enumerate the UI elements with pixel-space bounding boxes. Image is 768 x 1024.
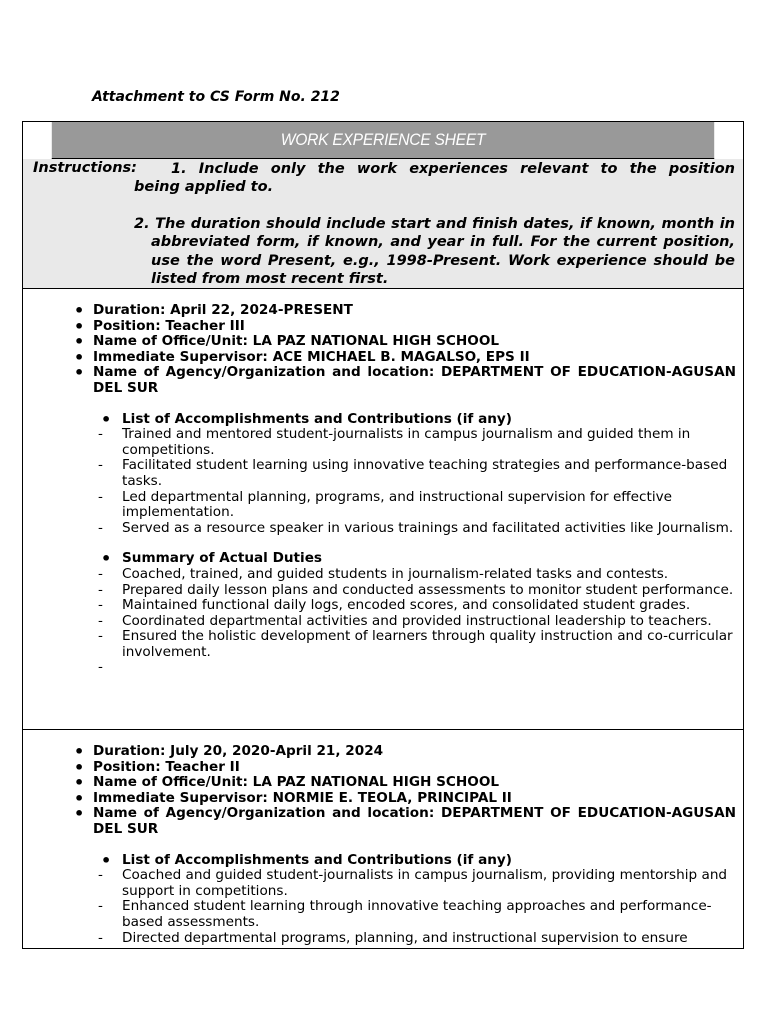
list-item [23,660,736,676]
list-item: - Served as a resource speaker in various trainings and facilitated activities like Journalism. [23,521,736,537]
entry-position: • Position: Teacher II [23,760,736,776]
accomplishments-list [23,868,736,946]
experience-entry [23,730,743,946]
entry-office: • Name of Office/Unit: LA PAZ NATIONAL HIGH SCHOOL [23,775,736,791]
list-item: - Maintained functional daily logs, encoded scores, and consolidated student grades. [23,598,736,614]
duties-title: • Summary of Actual Duties [23,551,736,567]
list-item: - Facilitated student learning using innovative teaching strategies and performance-based tasks. [23,458,736,489]
instructions-block [23,159,743,289]
list-item: - Trained and mentored student-journalists in campus journalism and guided them in competitions. [23,427,736,458]
entry-duration: • Duration: July 20, 2020-April 21, 2024 [23,744,736,760]
instruction-1 [33,159,735,197]
entry-office: • Name of Office/Unit: LA PAZ NATIONAL HIGH SCHOOL [23,334,736,350]
list-item: - Coached, trained, and guided students in journalism-related tasks and contests. [23,567,736,583]
instruction-1-continuation: being applied to. [134,179,274,196]
entry-position: • Position: Teacher III [23,319,736,335]
instruction-1-text: 1. Include only the work experiences relevant to the position [171,161,735,177]
entry-details [23,744,736,838]
entry-agency: • Name of Agency/Organization and location: DEPARTMENT OF EDUCATION-AGUSAN DEL SUR [23,806,736,837]
entry-details [23,303,736,397]
list-item: - Enhanced student learning through innovative teaching approaches and performance-based assessments. [23,899,736,930]
list-item: - Prepared daily lesson plans and conducted assessments to monitor student performance. [23,583,736,599]
entry-supervisor: • Immediate Supervisor: ACE MICHAEL B. MAGALSO, EPS II [23,350,736,366]
accomplishments-title: • List of Accomplishments and Contributions (if any) [23,412,736,428]
entry-supervisor: • Immediate Supervisor: NORMIE E. TEOLA, PRINCIPAL II [23,791,736,807]
duties-list [23,567,736,676]
accomplishments-title: • List of Accomplishments and Contributions (if any) [23,853,736,869]
instruction-2-text: 2. The duration should include start and finish dates, if known, month in abbreviated form, if known, and year in full. For the current position, use the word Present, e.g., 1998-Present. Work experience should be listed from most recent first. [134,215,735,288]
accomplishments-list [23,427,736,536]
sheet-title: WORK EXPERIENCE SHEET [52,122,714,159]
work-experience-sheet [22,121,744,949]
instructions-label: Instructions: [33,160,137,176]
entry-agency: • Name of Agency/Organization and location: DEPARTMENT OF EDUCATION-AGUSAN DEL SUR [23,365,736,396]
list-item: - Led departmental planning, programs, and instructional supervision for effective implementation. [23,490,736,521]
list-item: - Coordinated departmental activities and provided instructional leadership to teachers. [23,614,736,630]
instruction-2 [33,215,735,289]
entry-duration: • Duration: April 22, 2024-PRESENT [23,303,736,319]
attachment-label: Attachment to CS Form No. 212 [92,89,340,105]
list-item: - Coached and guided student-journalists in campus journalism, providing mentorship and support in competitions. [23,868,736,899]
list-item: - Directed departmental programs, planning, and instructional supervision to ensure [23,931,736,947]
experience-entry [23,289,743,730]
list-item: - Ensured the holistic development of learners through quality instruction and co-curricular involvement. [23,629,736,660]
